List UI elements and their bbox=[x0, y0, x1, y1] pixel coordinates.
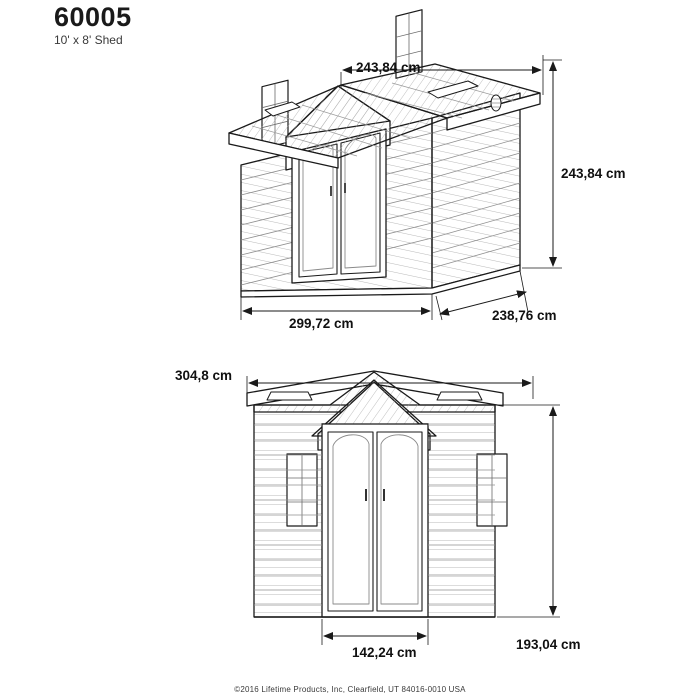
dimension-label-front-roof-width: 304,8 cm bbox=[175, 368, 233, 383]
dimension-label-top-peak-height: 243,84 cm bbox=[356, 60, 421, 75]
shed-isometric-view bbox=[229, 10, 540, 297]
dimension-label-top-side-depth: 238,76 cm bbox=[492, 308, 557, 323]
copyright-notice: ©2016 Lifetime Products, Inc, Clearfield, UT 84016-0010 USA bbox=[234, 685, 466, 694]
model-description: 10' x 8' Shed bbox=[54, 33, 123, 47]
page-title: 60005 bbox=[54, 2, 132, 32]
dimension-label-top-right-height: 243,84 cm bbox=[561, 166, 626, 181]
dimension-label-front-door-width: 142,24 cm bbox=[352, 645, 417, 660]
shed-front-elevation-view bbox=[247, 371, 507, 617]
dimension-label-front-wall-height: 193,04 cm bbox=[516, 637, 581, 652]
dimension-label-top-front-width: 299,72 cm bbox=[289, 316, 354, 331]
